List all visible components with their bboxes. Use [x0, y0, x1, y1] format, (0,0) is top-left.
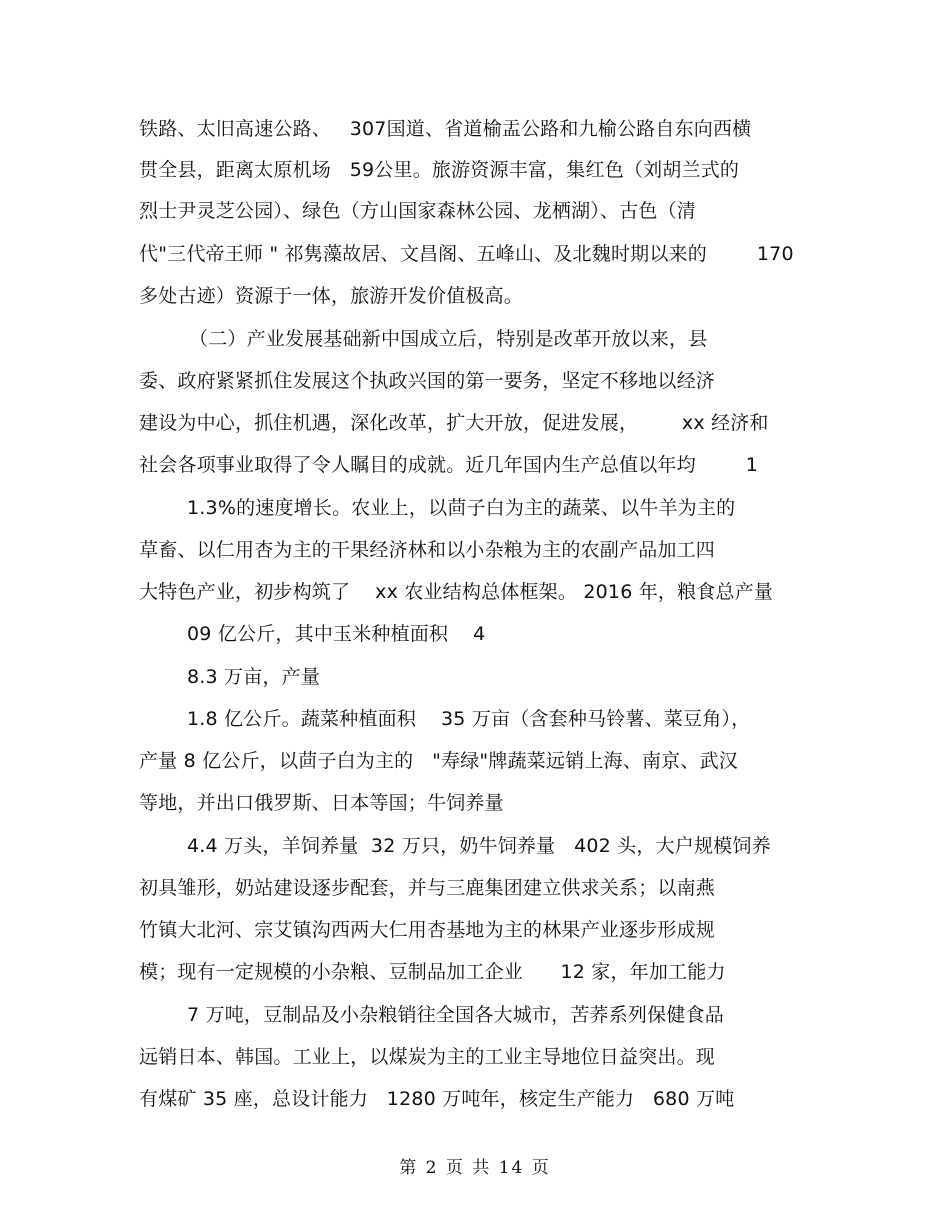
text-line-24: 有煤矿 35 座，总设计能力 1280 万吨年，核定生产能力 680 万吨 — [139, 1088, 735, 1110]
text-line-4: 代"三代帝王师 " 祁隽藻故居、文昌阁、五峰山、及北魏时期以来的 170 — [139, 243, 794, 265]
text-line-16: 产量 8 亿公斤，以茴子白为主的 "寿绿"牌蔬菜远销上海、南京、武汉 — [139, 750, 738, 772]
text-line-7: 委、政府紧紧抓住发展这个执政兴国的第一要务，坚定不移地以经济 — [139, 370, 716, 392]
text-line-17: 等地，并出口俄罗斯、日本等国；牛饲养量 — [139, 792, 504, 814]
text-line-22: 7 万吨，豆制品及小杂粮销往全国各大城市，苦荞系列保健食品 — [187, 1004, 724, 1026]
text-line-1: 铁路、太旧高速公路、 307国道、省道榆盂公路和九榆公路自东向西横 — [139, 118, 752, 140]
text-line-21: 模；现有一定规模的小杂粮、豆制品加工企业 12 家，年加工能力 — [139, 961, 726, 983]
text-line-6: （二）产业发展基础新中国成立后，特别是改革开放以来，县 — [189, 328, 708, 350]
text-line-5: 多处古迹）资源于一体，旅游开发价值极高。 — [139, 285, 524, 307]
text-line-19: 初具雏形，奶站建设逐步配套，并与三鹿集团建立供求关系；以南燕 — [139, 877, 716, 899]
text-line-13: 09 亿公斤，其中玉米种植面积 4 — [187, 623, 486, 645]
text-line-20: 竹镇大北河、宗艾镇沟西两大仁用杏基地为主的林果产业逐步形成规 — [139, 919, 716, 941]
text-line-23: 远销日本、韩国。工业上，以煤炭为主的工业主导地位日益突出。现 — [139, 1046, 716, 1068]
text-line-12: 大特色产业，初步构筑了 xx 农业结构总体框架。 2016 年，粮食总产量 — [139, 581, 774, 603]
text-line-9: 社会各项事业取得了令人瞩目的成就。近几年国内生产总值以年均 1 — [139, 454, 759, 476]
text-line-2: 贯全县，距离太原机场 59公里。旅游资源丰富，集红色（刘胡兰式的 — [139, 159, 740, 181]
text-line-11: 草畜、以仁用杏为主的干果经济林和以小杂粮为主的农副产品加工四 — [139, 539, 716, 561]
text-line-14: 8.3 万亩，产量 — [187, 666, 321, 688]
text-line-15: 1.8 亿公斤。蔬菜种植面积 35 万亩（含套种马铃薯、菜豆角）， — [187, 708, 751, 730]
text-line-18: 4.4 万头，羊饲养量 32 万只，奶牛饲养量 402 头，大户规模饲养 — [187, 835, 771, 857]
text-line-8: 建设为中心，抓住机遇，深化改革，扩大开放，促进发展， xx 经济和 — [139, 412, 769, 434]
page-number-footer: 第 2 页 共 14 页 — [399, 1158, 551, 1178]
text-line-10: 1.3%的速度增长。农业上，以茴子白为主的蔬菜、以牛羊为主的 — [187, 497, 736, 519]
text-line-3: 烈士尹灵芝公园）、绿色（方山国家森林公园、龙栖湖）、古色（清 — [139, 200, 697, 222]
